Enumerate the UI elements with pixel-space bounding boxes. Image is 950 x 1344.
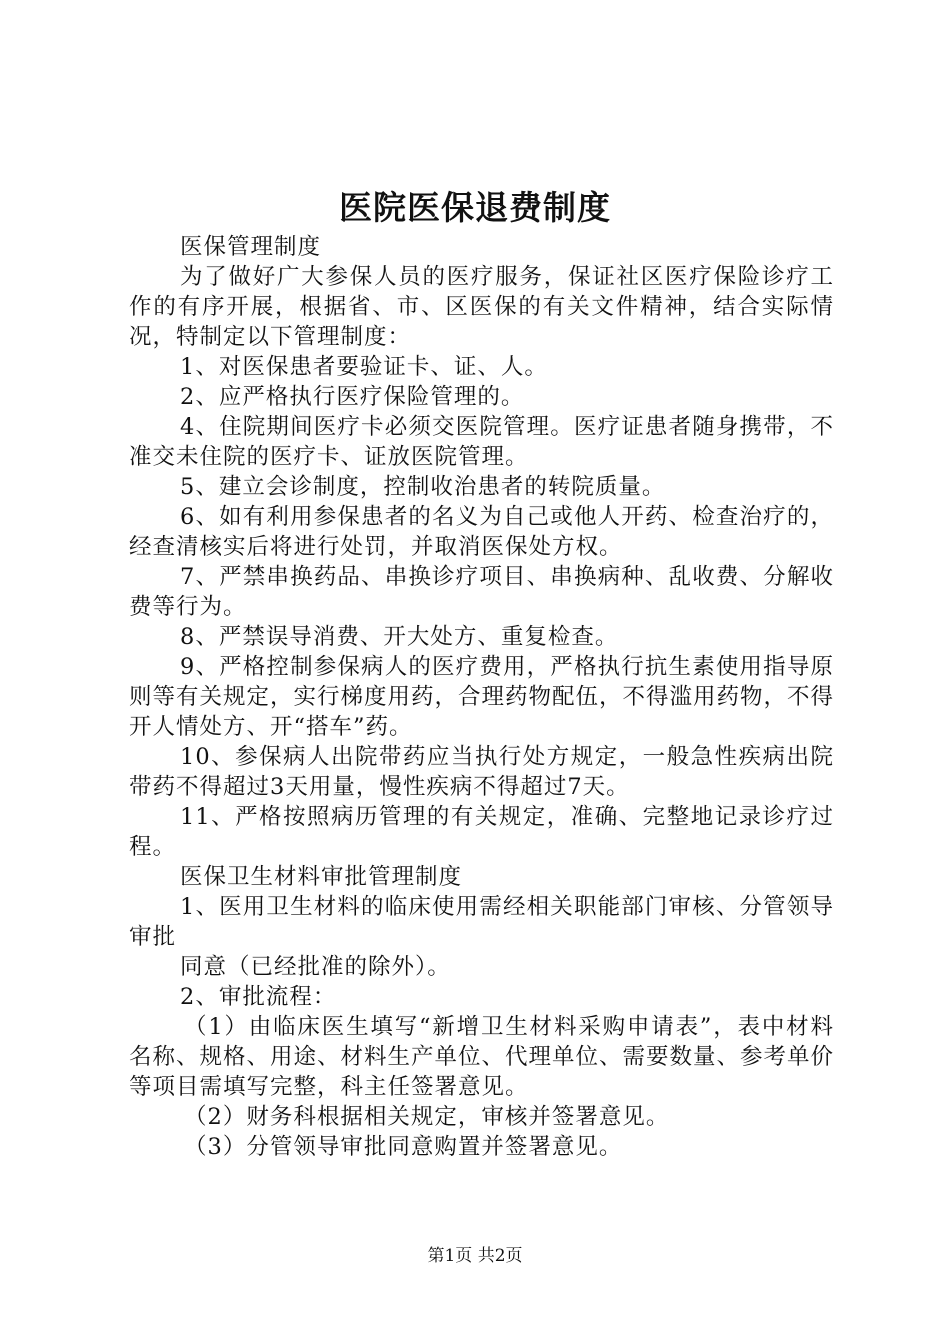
process-step-3: （3）分管领导审批同意购置并签署意见。 (184, 1134, 623, 1160)
intro-paragraph: 为了做好广大参保人员的医疗服务，保证社区医疗保险诊疗工作的有序开展，根据省、市、区医保的有关文件精神，结合实际情况，特制定以下管理制度： (129, 264, 834, 350)
rule-item-2: 2、应严格执行医疗保险管理的。 (180, 384, 525, 410)
section-heading-materials: 医保卫生材料审批管理制度 (180, 864, 463, 890)
rule-item-1: 1、对医保患者要验证卡、证、人。 (180, 354, 548, 380)
materials-item-1: 1、医用卫生材料的临床使用需经相关职能部门审核、分管领导审批 (129, 894, 834, 950)
rule-item-10: 10、参保病人出院带药应当执行处方规定，一般急性疾病出院带药不得超过3天用量，慢性疾病不得超过7天。 (129, 744, 834, 800)
section-heading-medical-insurance: 医保管理制度 (180, 234, 322, 260)
rule-item-7: 7、严禁串换药品、串换诊疗项目、串换病种、乱收费、分解收费等行为。 (129, 564, 834, 620)
materials-item-2: 2、审批流程： (180, 984, 337, 1010)
rule-item-8: 8、严禁误导消费、开大处方、重复检查。 (180, 624, 619, 650)
process-step-2: （2）财务科根据相关规定，审核并签署意见。 (184, 1104, 670, 1130)
materials-item-1-continued: 同意（已经批准的除外）。 (180, 954, 451, 980)
page-number-footer: 第1页 共2页 (427, 1246, 523, 1266)
rule-item-6: 6、如有利用参保患者的名义为自己或他人开药、检查治疗的，经查清核实后将进行处罚，并取消医保处方权。 (129, 504, 834, 560)
document-title: 医院医保退费制度 (339, 188, 611, 227)
process-step-1: （1）由临床医生填写“新增卫生材料采购申请表”，表中材料名称、规格、用途、材料生产单位、代理单位、需要数量、参考单价等项目需填写完整，科主任签署意见。 (129, 1014, 835, 1100)
rule-item-9: 9、严格控制参保病人的医疗费用，严格执行抗生素使用指导原则等有关规定，实行梯度用药，合理药物配伍，不得滥用药物，不得开人情处方、开“搭车”药。 (129, 654, 835, 740)
rule-item-4: 4、住院期间医疗卡必须交医院管理。医疗证患者随身携带，不准交未住院的医疗卡、证放医院管理。 (129, 414, 834, 470)
rule-item-11: 11、严格按照病历管理的有关规定，准确、完整地记录诊疗过程。 (129, 804, 834, 860)
rule-item-5: 5、建立会诊制度，控制收治患者的转院质量。 (180, 474, 666, 500)
document-body (129, 232, 834, 1162)
